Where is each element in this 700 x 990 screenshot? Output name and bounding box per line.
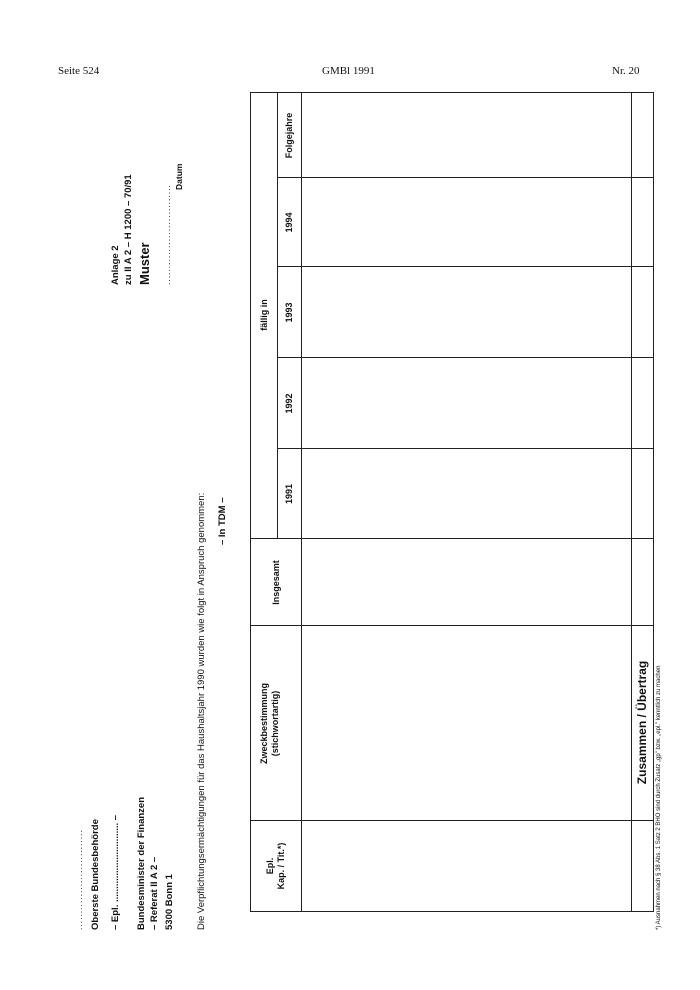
col-header-year-1994: 1994 [284,212,294,233]
annex-reference: zu II A 2 – H 1200 – 70/91 [123,174,134,285]
muster-title: Muster [137,242,152,285]
col-header-following-years: Folgejahre [284,112,294,159]
issue-number: Nr. 20 [612,65,640,77]
col-header-epl-2: Kap. / Tit.*) [276,842,286,890]
col-divider-5 [277,357,653,358]
annex-label: Anlage 2 [110,245,121,285]
col-header-total: Insgesamt [271,560,281,605]
col-divider-6 [277,266,653,267]
col-divider-7 [277,177,653,178]
due-separator [277,93,278,539]
rotated-form [50,90,670,930]
col-header-epl [265,821,287,911]
total-row-label: Zusammen / Übertrag [635,660,649,785]
recipient-line-1: Bundesminister der Finanzen [136,796,147,930]
footnote: *) Ausnahmen nach § 38 Abs. 1 Satz 2 BHO sind durch Zusatz „gp" bzw. „epl." kenntlich zu machen [656,665,662,930]
recipient-line-2: – Referat II A 2 – [149,856,160,930]
page-number: Seite 524 [58,65,100,77]
col-header-year-1992: 1992 [284,393,294,414]
recipient-line-3: 5300 Bonn 1 [164,874,175,930]
authority-label: Oberste Bundesbehörde [90,819,101,930]
col-header-purpose-2: (stichwortartig) [270,690,280,757]
col-divider-3 [251,538,653,539]
authority-dots: .............................. [74,829,84,930]
total-row-separator [631,93,632,911]
intro-text: Die Verpflichtungsermächtigungen für das Haushaltsjahr 1990 wurden wie folgt in Anspruch genommen: [196,492,207,930]
col-divider-4 [277,448,653,449]
header-separator [301,93,302,911]
col-header-year-1993: 1993 [284,302,294,323]
epl-line: – Epl. .............................. – [110,814,121,930]
date-label: Datum [174,163,184,190]
col-header-due: fällig in [259,299,269,331]
col-divider-2 [251,625,653,626]
col-header-purpose [259,626,281,821]
journal-title: GMBl 1991 [322,65,375,77]
col-header-year-1991: 1991 [284,483,294,505]
commitment-table [250,92,654,912]
unit-label: – In TDM – [217,497,228,545]
date-dots: .............................. [162,184,172,285]
col-header-epl-1: Epl. [265,857,275,875]
col-divider-1 [251,820,653,821]
col-header-purpose-1: Zweckbestimmung [259,682,269,765]
